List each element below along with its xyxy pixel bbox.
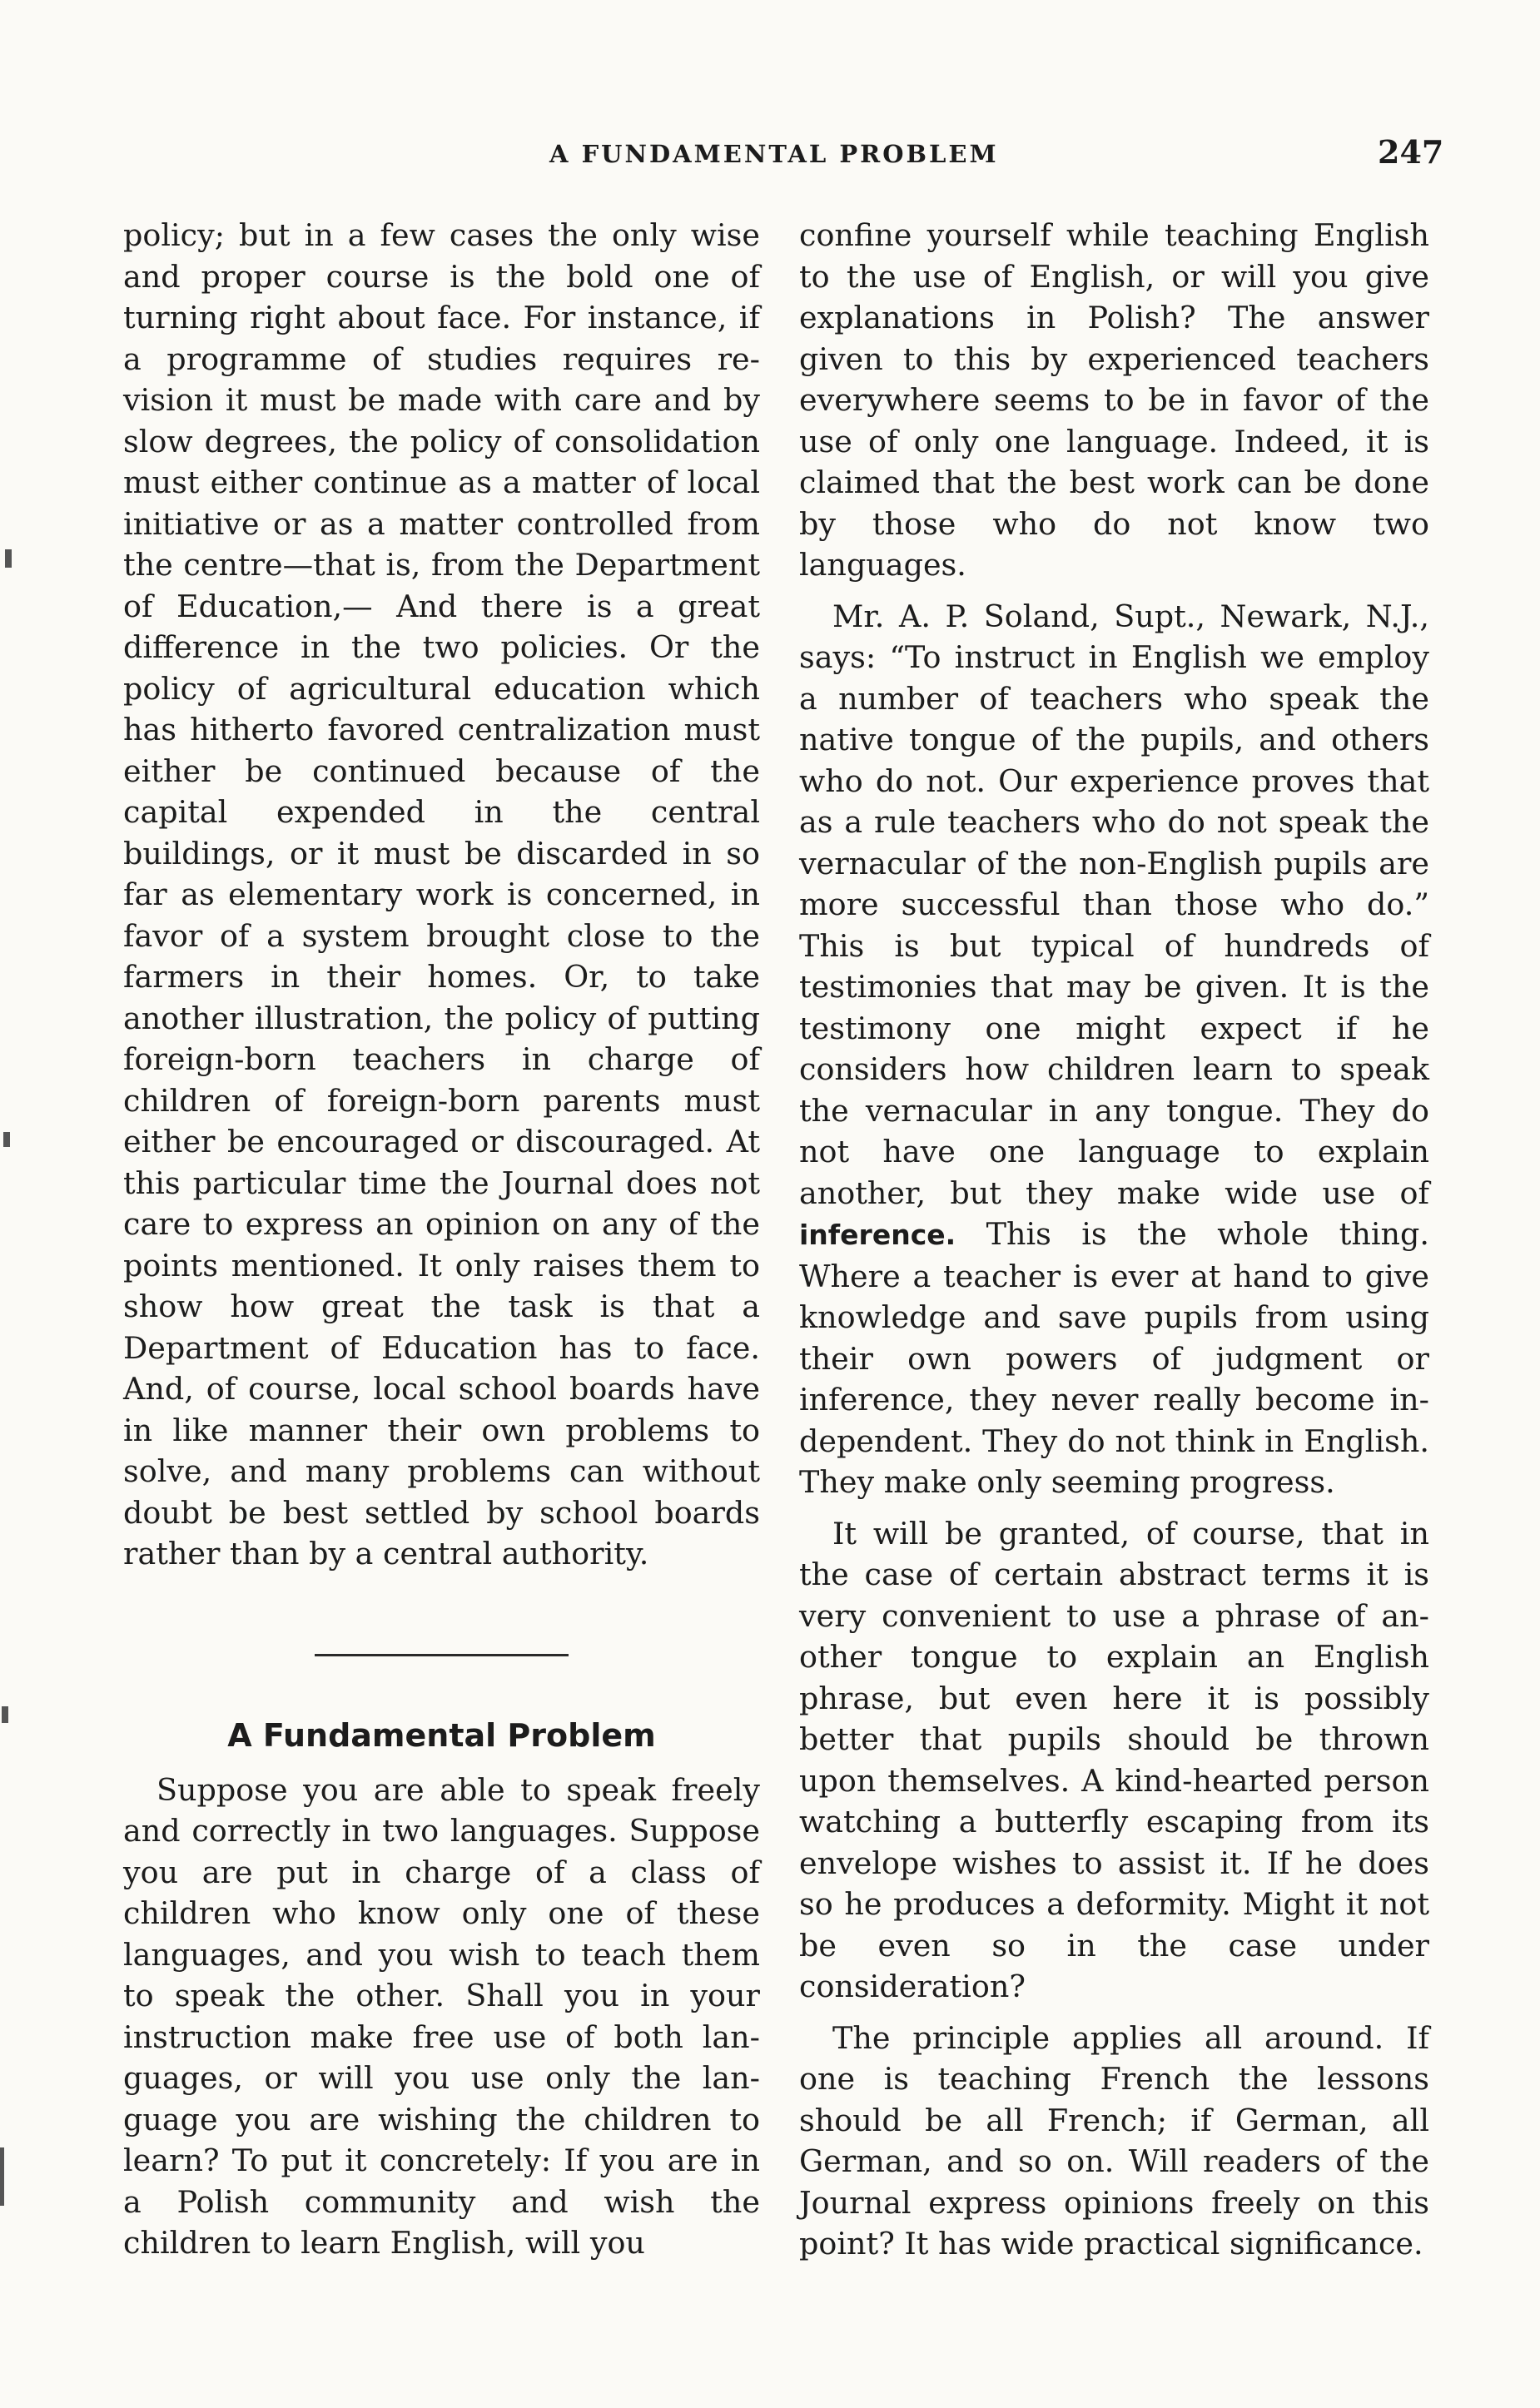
paragraph-text: This is the whole thing. Where a teacher is ever at hand to give knowledge and save pupils from using their own powers of judgment or inference, they never really become independent. They do not think in English. They make only seeming progress. — [799, 1216, 1430, 1500]
paragraph-abstract-terms: It will be granted, of course, that in the case of certain abstract terms it is very convenient to use a phrase of another tongue to explain an English phrase, but even here it is possibly better that pupils should be thrown upon themselves. A kind-hearted person watching a butterfly escaping from its envelope wishes to assist it. If he does so he produces a deformity. Might it not be even so in the case under consideration? — [799, 1515, 1429, 2004]
running-head: A FUNDAMENTAL PROBLEM — [549, 140, 999, 168]
right-column — [799, 215, 1429, 2265]
section-paragraph: Suppose you are able to speak freely and correctly in two languages. Suppose you are put in charge of a class of children who know only one of these languages, and you wish to teach them to speak the other. Shall you in your instruction make free use of both languages, or will you use only the language you are wishing the children to learn? To put it concretely: If you are in a Polish community and wish the children to learn English, will you — [123, 1771, 760, 2261]
page-header — [0, 133, 1540, 183]
paragraph-soland-quote — [799, 596, 1429, 1503]
left-column — [123, 215, 760, 2264]
emphasized-term: inference. — [799, 1219, 956, 1251]
continued-paragraph: confine yourself while teaching English to the use of English, or will you give explanations in Polish? The answer given to this by experienced teachers everywhere seems to be in favor of the use of only one language. Indeed, it is claimed that the best work can be done by those who do not know two languages. — [799, 217, 1429, 583]
scan-edge-mark — [2, 1706, 8, 1723]
scan-edge-mark — [5, 549, 12, 568]
page-number: 247 — [1378, 133, 1444, 171]
section-title: A Fundamental Problem — [227, 1716, 656, 1754]
paragraph-text: Mr. A. P. Soland, Supt., Newark, N.J., says: “To instruct in English we employ a number of teachers who speak the native tongue of the pupils, and others who do not. Our experience proves that as a rule teachers who do not speak the vernacular of the non-English pupils are more successful than those who do.” This is but typical of hundreds of testimonies that may be given. It is the testimony one might expect if he considers how children learn to speak the vernacular in any tongue. They do not have one language to explain another, but they make wide use of — [799, 598, 1429, 1211]
scan-edge-mark — [0, 2147, 4, 2206]
paragraph-principle: The principle applies all around. If one is teaching French the lessons should be all French; if German, all German, and so on. Will readers of the Journal express opinions freely on this point? It has wide practical significance. — [799, 2019, 1429, 2262]
scan-edge-mark — [3, 1132, 10, 1147]
continued-paragraph: policy; but in a few cases the only wise and proper course is the bold one of turning right about face. For instance, if a programme of studies requires revision it must be made with care and by slow degrees, the policy of consolidation must either continue as a matter of local initiative or as a matter controlled from the centre—that is, from the Department of Education,— And there is a great difference in the two policies. Or the policy of agricultural education which has hitherto favored centralization must either be continued because of the capital expended in the central buildings, or it must be discarded in so far as elementary work is concerned, in favor of a system brought close to the farmers in their homes. Or, to take another illustration, the policy of putting foreign-born teachers in charge of children of foreign-born parents must either be encouraged or discouraged. At this particular time the Journal does not care to express an opinion on any of the points mentioned. It only raises them to show how great the task is that a Department of Education has to face. And, of course, local school boards have in like manner their own problems to solve, and many problems can without doubt be best settled by school boards rather than by a central authority. — [123, 217, 760, 1571]
section-divider — [315, 1654, 569, 1656]
